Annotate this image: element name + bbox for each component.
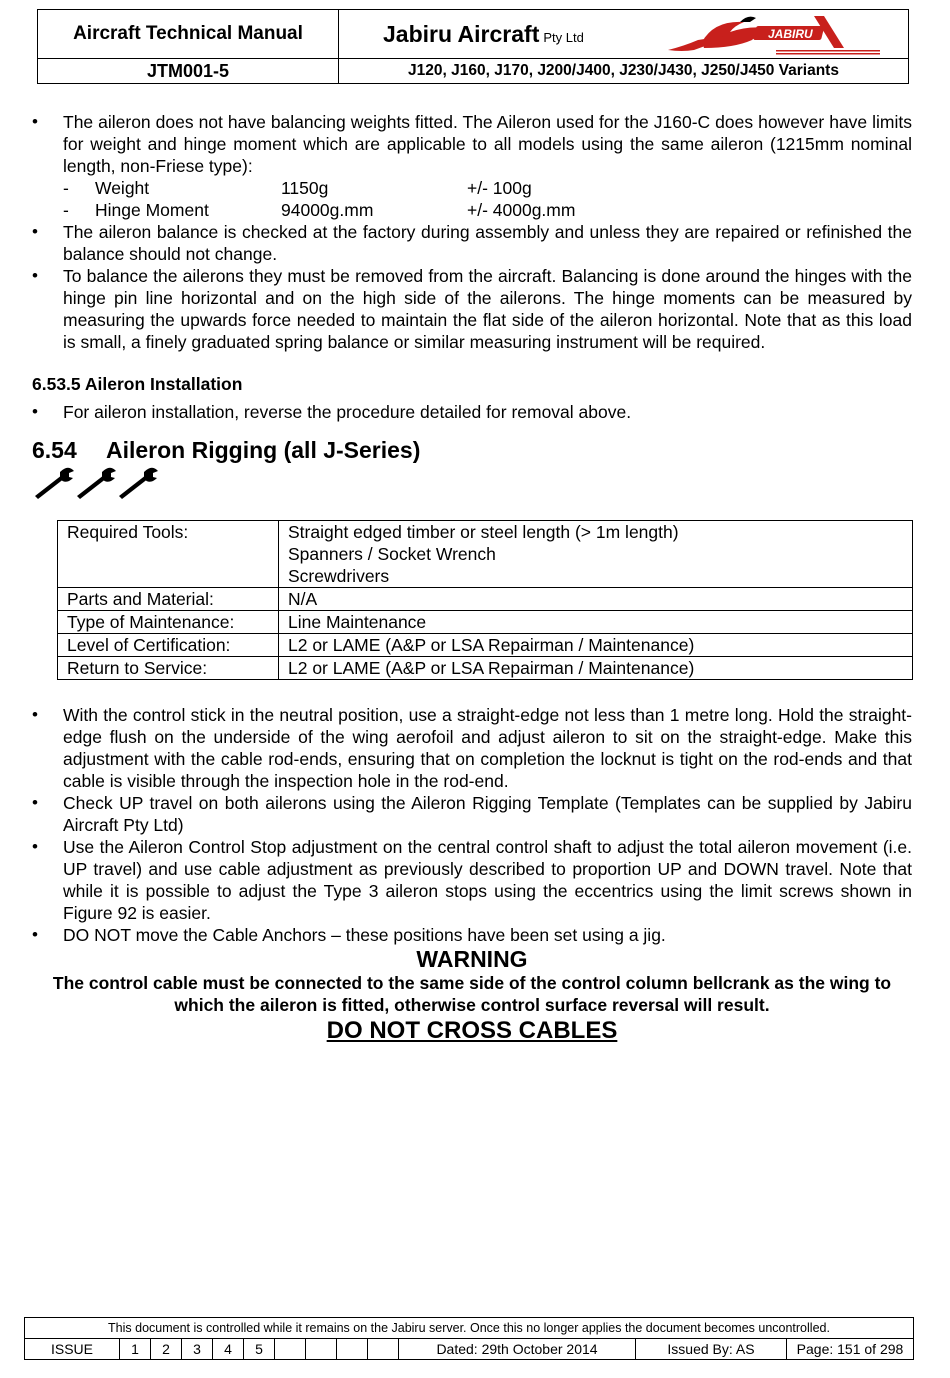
- doc-number: JTM001-5: [38, 59, 339, 84]
- document-header: [37, 9, 909, 84]
- list-item: • The aileron does not have balancing weights fitted. The Aileron used for the J160-C does however have limits for weight and hinge moment which are applicable to all models using the same aileron (1215mm nominal length, non-Friese type): - Weight 1150g +/- 100g - Hinge Moment 94000g.mm +/- 4000g.mm: [32, 111, 912, 221]
- spec-row-hinge-moment: - Hinge Moment 94000g.mm +/- 4000g.mm: [63, 200, 576, 220]
- list-item: • Use the Aileron Control Stop adjustment on the central control shaft to adjust the total aileron movement (i.e. UP travel) and use cable adjustment as previously described to proportion UP and DOWN travel. Note that while it is possible to adjust the Type 3 aileron stops using the eccentrics using the limit screws shown in Figure 92 is easier.: [32, 836, 912, 924]
- variants: J120, J160, J170, J200/J400, J230/J430, J250/J450 Variants: [339, 59, 909, 84]
- wrench-icon: [77, 468, 116, 499]
- issue-cell: [275, 1339, 306, 1360]
- wrench-difficulty-icons: [32, 465, 162, 501]
- wrench-icon: [119, 468, 158, 499]
- list-item: • The aileron balance is checked at the factory during assembly and unless they are repaired or refinished the balance should not change.: [32, 221, 912, 265]
- issue-cell: 1: [120, 1339, 151, 1360]
- table-row: Parts and Material: N/A: [58, 588, 913, 611]
- logo-text: JABIRU: [768, 27, 813, 41]
- wrench-icon: [35, 468, 74, 499]
- manual-title: Aircraft Technical Manual: [38, 10, 339, 59]
- issue-cell: 2: [151, 1339, 182, 1360]
- control-notice: This document is controlled while it remains on the Jabiru server. Once this no longer applies the document becomes uncontrolled.: [25, 1318, 914, 1339]
- section-number: 6.54: [32, 437, 77, 463]
- section-title: Aileron Rigging (all J-Series): [106, 437, 421, 463]
- intro-bullet-list: [32, 111, 912, 353]
- issued-by: Issued By: AS: [636, 1339, 787, 1360]
- section-heading-6-53-5: 6.53.5 Aileron Installation: [32, 374, 243, 394]
- issue-cell: 5: [244, 1339, 275, 1360]
- installation-bullet-list: [32, 401, 912, 423]
- issue-cell: [337, 1339, 368, 1360]
- table-row: Level of Certification: L2 or LAME (A&P or LSA Repairman / Maintenance): [58, 634, 913, 657]
- list-item: • For aileron installation, reverse the procedure detailed for removal above.: [32, 401, 912, 423]
- issue-label: ISSUE: [25, 1339, 120, 1360]
- company-suffix: Pty Ltd: [543, 29, 584, 45]
- table-row: Return to Service: L2 or LAME (A&P or LSA Repairman / Maintenance): [58, 657, 913, 680]
- document-footer: [24, 1317, 914, 1360]
- table-row: Required Tools: Straight edged timber or steel length (> 1m length) Spanners / Socket Wrench Screwdrivers: [58, 521, 913, 588]
- page-number: Page: 151 of 298: [787, 1339, 914, 1360]
- issue-cell: [306, 1339, 337, 1360]
- warning-text: The control cable must be connected to the same side of the control column bellcrank as the wing to which the aileron is fitted, otherwise control surface reversal will result.: [52, 973, 892, 1015]
- warning-block: [32, 946, 912, 1046]
- document-body: [32, 111, 912, 1046]
- jabiru-logo-icon: [664, 12, 884, 56]
- issue-cell: 3: [182, 1339, 213, 1360]
- warning-title: WARNING: [416, 946, 528, 972]
- company-cell: [339, 10, 909, 59]
- table-row: Type of Maintenance: Line Maintenance: [58, 611, 913, 634]
- list-item: • To balance the ailerons they must be removed from the aircraft. Balancing is done around the hinges with the hinge pin line horizontal and on the high side of the ailerons. The hinge moments can be measured by measuring the upwards force needed to maintain the flat side of the aileron horizontal. Note that as this load is small, a finely graduated spring balance or similar measuring instrument will be required.: [32, 265, 912, 353]
- list-item: • Check UP travel on both ailerons using the Aileron Rigging Template (Templates can be supplied by Jabiru Aircraft Pty Ltd): [32, 792, 912, 836]
- tools-table: [57, 520, 913, 680]
- company-name: Jabiru Aircraft: [383, 20, 540, 47]
- section-heading-6-54: [32, 439, 912, 461]
- issue-cell: [368, 1339, 399, 1360]
- rigging-bullet-list: [32, 704, 912, 946]
- issue-cell: 4: [213, 1339, 244, 1360]
- dated: Dated: 29th October 2014: [399, 1339, 636, 1360]
- list-item: • DO NOT move the Cable Anchors – these positions have been set using a jig.: [32, 924, 912, 946]
- list-item: • With the control stick in the neutral position, use a straight-edge not less than 1 metre long. Hold the straight-edge flush on the underside of the wing aerofoil and adjust aileron to sit on the straight-edge. Make this adjustment with the cable rod-ends, ensuring that on completion the locknut is tight on the rod-ends and that cable is visible through the inspection hole in the rod-end.: [32, 704, 912, 792]
- warning-emphasis: DO NOT CROSS CABLES: [326, 1017, 618, 1044]
- spec-row-weight: - Weight 1150g +/- 100g: [63, 178, 532, 198]
